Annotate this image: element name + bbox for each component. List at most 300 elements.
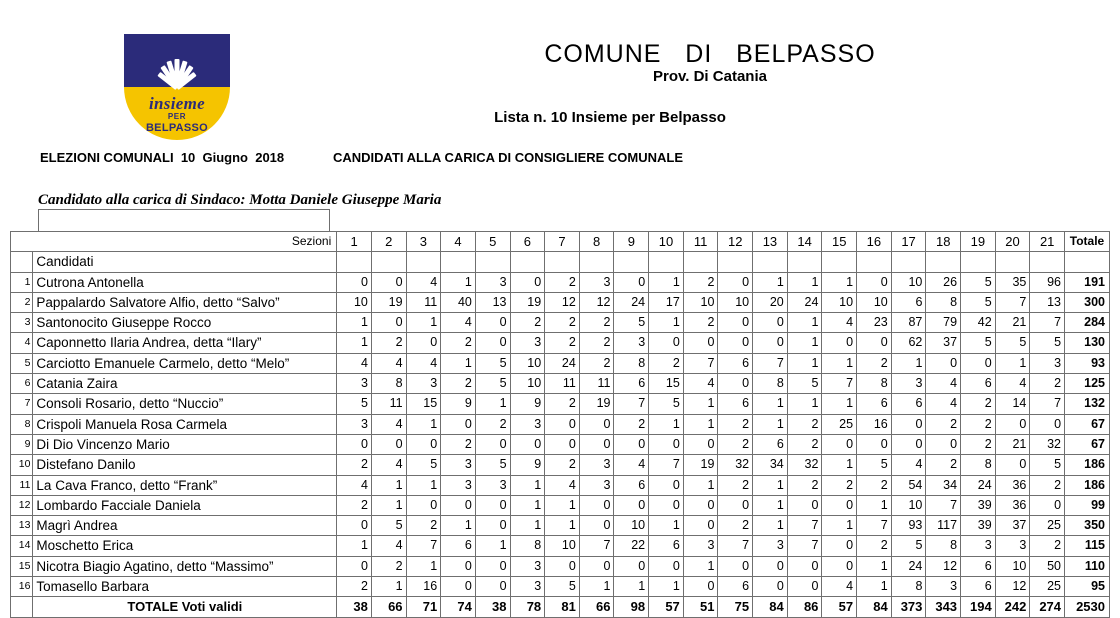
vote-cell: 24 bbox=[787, 292, 822, 312]
table-row[interactable] bbox=[11, 333, 1110, 353]
vote-cell: 8 bbox=[857, 374, 892, 394]
table-row[interactable] bbox=[11, 313, 1110, 333]
candidate-name: Magrì Andrea bbox=[33, 516, 337, 536]
vote-cell: 2 bbox=[649, 353, 684, 373]
vote-cell: 0 bbox=[787, 495, 822, 515]
vote-cell: 5 bbox=[995, 333, 1030, 353]
row-index: 4 bbox=[11, 333, 33, 353]
vote-cell: 0 bbox=[614, 495, 649, 515]
vote-cell: 17 bbox=[649, 292, 684, 312]
subtitle-lista: Lista n. 10 Insieme per Belpasso bbox=[494, 109, 726, 126]
vote-cell: 0 bbox=[891, 414, 926, 434]
vote-cell: 2 bbox=[961, 434, 996, 454]
vote-cell: 6 bbox=[614, 475, 649, 495]
vote-cell: 5 bbox=[1030, 455, 1065, 475]
table-row[interactable] bbox=[11, 272, 1110, 292]
vote-cell: 32 bbox=[718, 455, 753, 475]
vote-cell: 0 bbox=[579, 516, 614, 536]
vote-cell: 7 bbox=[614, 394, 649, 414]
header-totale: Totale bbox=[1065, 232, 1110, 252]
vote-cell: 25 bbox=[1030, 577, 1065, 597]
vote-cell: 2 bbox=[857, 475, 892, 495]
vote-cell: 24 bbox=[614, 292, 649, 312]
vote-cell: 24 bbox=[545, 353, 580, 373]
vote-cell: 0 bbox=[579, 556, 614, 576]
vote-cell: 10 bbox=[891, 272, 926, 292]
vote-cell: 2 bbox=[718, 516, 753, 536]
vote-cell: 3 bbox=[891, 374, 926, 394]
vote-cell: 6 bbox=[614, 374, 649, 394]
vote-cell: 2 bbox=[371, 333, 406, 353]
vote-cell: 8 bbox=[510, 536, 545, 556]
candidate-name: Carciotto Emanuele Carmelo, detto “Melo” bbox=[33, 353, 337, 373]
vote-cell: 11 bbox=[406, 292, 441, 312]
candidate-name: Lombardo Facciale Daniela bbox=[33, 495, 337, 515]
vote-cell: 3 bbox=[475, 272, 510, 292]
vote-cell: 0 bbox=[545, 434, 580, 454]
vote-cell: 0 bbox=[406, 434, 441, 454]
vote-cell: 4 bbox=[337, 353, 372, 373]
vote-cell: 2 bbox=[441, 434, 476, 454]
vote-cell: 62 bbox=[891, 333, 926, 353]
vote-cell: 0 bbox=[475, 556, 510, 576]
vote-cell: 13 bbox=[475, 292, 510, 312]
vote-cell: 24 bbox=[891, 556, 926, 576]
vote-cell: 11 bbox=[371, 394, 406, 414]
vote-cell: 5 bbox=[891, 536, 926, 556]
vote-cell: 7 bbox=[1030, 313, 1065, 333]
vote-cell: 54 bbox=[891, 475, 926, 495]
vote-cell: 26 bbox=[926, 272, 961, 292]
vote-cell: 0 bbox=[683, 516, 718, 536]
header-section-20: 20 bbox=[995, 232, 1030, 252]
vote-cell: 2 bbox=[926, 455, 961, 475]
vote-cell: 50 bbox=[1030, 556, 1065, 576]
vote-cell: 1 bbox=[683, 414, 718, 434]
table-row[interactable] bbox=[11, 516, 1110, 536]
header-sezioni-label: Sezioni bbox=[11, 232, 337, 252]
vote-cell: 2 bbox=[475, 414, 510, 434]
vote-cell: 0 bbox=[787, 577, 822, 597]
empty-cell bbox=[891, 252, 926, 272]
vote-cell: 0 bbox=[753, 333, 788, 353]
vote-cell: 1 bbox=[545, 495, 580, 515]
candidate-name: Catania Zaira bbox=[33, 374, 337, 394]
vote-cell: 5 bbox=[961, 292, 996, 312]
vote-cell: 2 bbox=[545, 455, 580, 475]
header-section-14: 14 bbox=[787, 232, 822, 252]
table-stub-box bbox=[38, 209, 330, 231]
vote-cell: 0 bbox=[614, 556, 649, 576]
section-total: 86 bbox=[787, 597, 822, 617]
vote-cell: 8 bbox=[753, 374, 788, 394]
vote-cell: 37 bbox=[926, 333, 961, 353]
vote-cell: 0 bbox=[406, 495, 441, 515]
row-total: 186 bbox=[1065, 455, 1110, 475]
vote-cell: 7 bbox=[857, 516, 892, 536]
vote-cell: 0 bbox=[337, 434, 372, 454]
vote-cell: 0 bbox=[649, 556, 684, 576]
vote-cell: 5 bbox=[961, 272, 996, 292]
row-total: 93 bbox=[1065, 353, 1110, 373]
candidati-label-row bbox=[11, 252, 1110, 272]
vote-cell: 2 bbox=[579, 333, 614, 353]
vote-cell: 9 bbox=[510, 455, 545, 475]
vote-cell: 16 bbox=[406, 577, 441, 597]
vote-cell: 1 bbox=[649, 313, 684, 333]
table-row[interactable] bbox=[11, 394, 1110, 414]
vote-cell: 1 bbox=[822, 394, 857, 414]
vote-cell: 7 bbox=[787, 516, 822, 536]
sun-rays-icon bbox=[124, 40, 230, 88]
vote-cell: 1 bbox=[891, 353, 926, 373]
row-total: 95 bbox=[1065, 577, 1110, 597]
table-header-row bbox=[11, 232, 1110, 252]
vote-cell: 0 bbox=[718, 272, 753, 292]
vote-cell: 0 bbox=[579, 414, 614, 434]
vote-cell: 3 bbox=[510, 577, 545, 597]
vote-cell: 0 bbox=[441, 495, 476, 515]
vote-cell: 1 bbox=[475, 536, 510, 556]
vote-cell: 4 bbox=[371, 353, 406, 373]
empty-cell bbox=[475, 252, 510, 272]
table-row[interactable] bbox=[11, 414, 1110, 434]
vote-cell: 4 bbox=[406, 272, 441, 292]
vote-cell: 4 bbox=[371, 536, 406, 556]
vote-cell: 0 bbox=[614, 434, 649, 454]
vote-cell: 0 bbox=[822, 333, 857, 353]
empty-cell bbox=[441, 252, 476, 272]
vote-cell: 3 bbox=[579, 455, 614, 475]
vote-cell: 4 bbox=[822, 313, 857, 333]
row-index: 16 bbox=[11, 577, 33, 597]
vote-cell: 3 bbox=[475, 475, 510, 495]
section-total: 98 bbox=[614, 597, 649, 617]
vote-cell: 0 bbox=[371, 313, 406, 333]
section-total: 373 bbox=[891, 597, 926, 617]
vote-cell: 1 bbox=[787, 353, 822, 373]
vote-cell: 3 bbox=[337, 414, 372, 434]
table-row[interactable] bbox=[11, 556, 1110, 576]
vote-cell: 6 bbox=[718, 353, 753, 373]
vote-cell: 0 bbox=[753, 556, 788, 576]
candidate-name: Cutrona Antonella bbox=[33, 272, 337, 292]
vote-cell: 35 bbox=[995, 272, 1030, 292]
vote-cell: 6 bbox=[961, 577, 996, 597]
vote-cell: 8 bbox=[891, 577, 926, 597]
empty-cell bbox=[371, 252, 406, 272]
vote-cell: 6 bbox=[718, 577, 753, 597]
vote-cell: 16 bbox=[857, 414, 892, 434]
candidate-name: La Cava Franco, detto “Frank” bbox=[33, 475, 337, 495]
vote-cell: 13 bbox=[1030, 292, 1065, 312]
vote-cell: 12 bbox=[545, 292, 580, 312]
row-index: 10 bbox=[11, 455, 33, 475]
table-row[interactable] bbox=[11, 475, 1110, 495]
vote-cell: 1 bbox=[545, 516, 580, 536]
vote-cell: 1 bbox=[753, 394, 788, 414]
vote-cell: 0 bbox=[753, 313, 788, 333]
empty-cell bbox=[1030, 252, 1065, 272]
vote-cell: 3 bbox=[753, 536, 788, 556]
vote-cell: 10 bbox=[995, 556, 1030, 576]
page-title-comune: COMUNE DI BELPASSO bbox=[544, 40, 876, 68]
vote-cell: 1 bbox=[441, 353, 476, 373]
empty-cell bbox=[614, 252, 649, 272]
section-total: 81 bbox=[545, 597, 580, 617]
vote-cell: 3 bbox=[683, 536, 718, 556]
vote-cell: 0 bbox=[822, 434, 857, 454]
vote-cell: 0 bbox=[683, 577, 718, 597]
vote-cell: 0 bbox=[441, 414, 476, 434]
vote-cell: 4 bbox=[441, 313, 476, 333]
vote-cell: 1 bbox=[649, 577, 684, 597]
header-section-6: 6 bbox=[510, 232, 545, 252]
vote-cell: 19 bbox=[579, 394, 614, 414]
vote-cell: 5 bbox=[1030, 333, 1065, 353]
row-total: 125 bbox=[1065, 374, 1110, 394]
header-section-2: 2 bbox=[371, 232, 406, 252]
vote-cell: 93 bbox=[891, 516, 926, 536]
vote-cell: 2 bbox=[683, 313, 718, 333]
vote-cell: 1 bbox=[337, 536, 372, 556]
vote-cell: 2 bbox=[787, 475, 822, 495]
vote-cell: 1 bbox=[406, 556, 441, 576]
vote-cell: 4 bbox=[371, 455, 406, 475]
grand-total: 2530 bbox=[1065, 597, 1110, 617]
vote-cell: 6 bbox=[718, 394, 753, 414]
vote-cell: 1 bbox=[475, 394, 510, 414]
vote-cell: 0 bbox=[926, 434, 961, 454]
vote-cell: 5 bbox=[337, 394, 372, 414]
vote-cell: 25 bbox=[822, 414, 857, 434]
candidate-name: Caponnetto Ilaria Andrea, detta “Ilary” bbox=[33, 333, 337, 353]
vote-cell: 0 bbox=[857, 333, 892, 353]
row-total: 191 bbox=[1065, 272, 1110, 292]
vote-cell: 5 bbox=[475, 353, 510, 373]
vote-cell: 2 bbox=[614, 414, 649, 434]
vote-cell: 7 bbox=[787, 536, 822, 556]
empty-cell bbox=[857, 252, 892, 272]
vote-cell: 0 bbox=[857, 434, 892, 454]
section-total: 274 bbox=[1030, 597, 1065, 617]
vote-cell: 4 bbox=[371, 414, 406, 434]
vote-cell: 2 bbox=[337, 495, 372, 515]
vote-cell: 0 bbox=[961, 353, 996, 373]
vote-cell: 10 bbox=[510, 353, 545, 373]
section-total: 75 bbox=[718, 597, 753, 617]
row-total: 99 bbox=[1065, 495, 1110, 515]
totals-row bbox=[11, 597, 1110, 617]
logo-text-per: PER bbox=[167, 112, 187, 121]
table-row[interactable] bbox=[11, 495, 1110, 515]
candidate-name: Nicotra Biagio Agatino, detto “Massimo” bbox=[33, 556, 337, 576]
vote-cell: 22 bbox=[614, 536, 649, 556]
vote-cell: 1 bbox=[649, 414, 684, 434]
vote-cell: 79 bbox=[926, 313, 961, 333]
vote-cell: 0 bbox=[857, 272, 892, 292]
vote-cell: 1 bbox=[822, 272, 857, 292]
vote-cell: 3 bbox=[406, 374, 441, 394]
vote-cell: 2 bbox=[718, 475, 753, 495]
vote-cell: 2 bbox=[545, 313, 580, 333]
empty-cell bbox=[718, 252, 753, 272]
candidati-label: Candidati bbox=[33, 252, 337, 272]
vote-cell: 1 bbox=[683, 556, 718, 576]
vote-cell: 3 bbox=[510, 333, 545, 353]
vote-cell: 1 bbox=[683, 475, 718, 495]
vote-cell: 0 bbox=[891, 434, 926, 454]
table-row[interactable] bbox=[11, 536, 1110, 556]
vote-cell: 23 bbox=[857, 313, 892, 333]
vote-cell: 6 bbox=[649, 536, 684, 556]
vote-cell: 8 bbox=[961, 455, 996, 475]
vote-cell: 0 bbox=[1030, 495, 1065, 515]
vote-cell: 4 bbox=[822, 577, 857, 597]
empty-cell bbox=[683, 252, 718, 272]
vote-cell: 8 bbox=[371, 374, 406, 394]
vote-cell: 0 bbox=[822, 556, 857, 576]
candidate-name: Tomasello Barbara bbox=[33, 577, 337, 597]
vote-cell: 10 bbox=[822, 292, 857, 312]
vote-cell: 0 bbox=[475, 495, 510, 515]
vote-cell: 1 bbox=[510, 516, 545, 536]
vote-cell: 0 bbox=[475, 333, 510, 353]
row-total: 284 bbox=[1065, 313, 1110, 333]
row-index: 8 bbox=[11, 414, 33, 434]
table-row[interactable] bbox=[11, 292, 1110, 312]
vote-cell: 4 bbox=[337, 475, 372, 495]
section-total: 57 bbox=[822, 597, 857, 617]
vote-cell: 1 bbox=[822, 455, 857, 475]
vote-cell: 2 bbox=[337, 577, 372, 597]
empty-cell bbox=[579, 252, 614, 272]
vote-cell: 3 bbox=[995, 536, 1030, 556]
vote-cell: 3 bbox=[579, 475, 614, 495]
logo-circle bbox=[124, 34, 230, 140]
vote-cell: 1 bbox=[649, 516, 684, 536]
vote-cell: 19 bbox=[510, 292, 545, 312]
vote-cell: 0 bbox=[441, 556, 476, 576]
vote-cell: 6 bbox=[753, 434, 788, 454]
vote-cell: 0 bbox=[371, 434, 406, 454]
vote-cell: 3 bbox=[441, 475, 476, 495]
section-total: 51 bbox=[683, 597, 718, 617]
vote-cell: 37 bbox=[995, 516, 1030, 536]
vote-cell: 1 bbox=[371, 475, 406, 495]
vote-cell: 10 bbox=[891, 495, 926, 515]
vote-cell: 6 bbox=[891, 292, 926, 312]
table-row[interactable] bbox=[11, 434, 1110, 454]
vote-cell: 19 bbox=[371, 292, 406, 312]
vote-cell: 5 bbox=[406, 455, 441, 475]
vote-cell: 1 bbox=[579, 577, 614, 597]
vote-cell: 1 bbox=[510, 495, 545, 515]
section-total: 242 bbox=[995, 597, 1030, 617]
vote-cell: 2 bbox=[406, 516, 441, 536]
vote-cell: 10 bbox=[545, 536, 580, 556]
table-row[interactable] bbox=[11, 374, 1110, 394]
section-total: 38 bbox=[337, 597, 372, 617]
table-row[interactable] bbox=[11, 577, 1110, 597]
label-elezioni-comunali: ELEZIONI COMUNALI 10 Giugno 2018 bbox=[40, 150, 285, 165]
empty-cell bbox=[649, 252, 684, 272]
vote-cell: 14 bbox=[995, 394, 1030, 414]
row-index: 14 bbox=[11, 536, 33, 556]
section-total: 74 bbox=[441, 597, 476, 617]
vote-cell: 5 bbox=[475, 455, 510, 475]
vote-cell: 34 bbox=[926, 475, 961, 495]
table-row[interactable] bbox=[11, 353, 1110, 373]
vote-cell: 21 bbox=[995, 313, 1030, 333]
vote-cell: 2 bbox=[1030, 475, 1065, 495]
vote-cell: 1 bbox=[406, 475, 441, 495]
vote-cell: 4 bbox=[683, 374, 718, 394]
vote-cell: 2 bbox=[510, 313, 545, 333]
vote-cell: 5 bbox=[371, 516, 406, 536]
header-section-3: 3 bbox=[406, 232, 441, 252]
vote-cell: 1 bbox=[787, 333, 822, 353]
vote-cell: 0 bbox=[683, 434, 718, 454]
results-table bbox=[10, 231, 1110, 618]
vote-cell: 1 bbox=[787, 272, 822, 292]
vote-cell: 1 bbox=[857, 577, 892, 597]
vote-cell: 2 bbox=[857, 353, 892, 373]
section-total: 84 bbox=[753, 597, 788, 617]
vote-cell: 0 bbox=[995, 455, 1030, 475]
vote-cell: 10 bbox=[683, 292, 718, 312]
vote-cell: 0 bbox=[579, 434, 614, 454]
vote-cell: 15 bbox=[649, 374, 684, 394]
vote-cell: 2 bbox=[718, 414, 753, 434]
vote-cell: 1 bbox=[337, 313, 372, 333]
vote-cell: 4 bbox=[891, 455, 926, 475]
vote-cell: 1 bbox=[337, 333, 372, 353]
row-index: 11 bbox=[11, 475, 33, 495]
vote-cell: 2 bbox=[441, 374, 476, 394]
table-row[interactable] bbox=[11, 455, 1110, 475]
vote-cell: 7 bbox=[579, 536, 614, 556]
vote-cell: 6 bbox=[961, 374, 996, 394]
vote-cell: 32 bbox=[1030, 434, 1065, 454]
vote-cell: 6 bbox=[441, 536, 476, 556]
subtitle-provincia: Prov. Di Catania bbox=[653, 68, 767, 85]
header-section-19: 19 bbox=[961, 232, 996, 252]
row-index: 15 bbox=[11, 556, 33, 576]
vote-cell: 1 bbox=[406, 313, 441, 333]
vote-cell: 39 bbox=[961, 516, 996, 536]
vote-cell: 5 bbox=[545, 577, 580, 597]
header-section-5: 5 bbox=[475, 232, 510, 252]
section-total: 84 bbox=[857, 597, 892, 617]
row-index: 9 bbox=[11, 434, 33, 454]
row-total: 67 bbox=[1065, 414, 1110, 434]
vote-cell: 2 bbox=[926, 414, 961, 434]
vote-cell: 0 bbox=[337, 556, 372, 576]
vote-cell: 3 bbox=[614, 333, 649, 353]
vote-cell: 0 bbox=[545, 414, 580, 434]
candidate-name: Distefano Danilo bbox=[33, 455, 337, 475]
vote-cell: 5 bbox=[857, 455, 892, 475]
vote-cell: 0 bbox=[822, 495, 857, 515]
totals-row-index-blank bbox=[11, 597, 33, 617]
vote-cell: 7 bbox=[406, 536, 441, 556]
vote-cell: 11 bbox=[579, 374, 614, 394]
vote-cell: 1 bbox=[683, 394, 718, 414]
vote-cell: 0 bbox=[683, 495, 718, 515]
totals-row-label: TOTALE Voti validi bbox=[33, 597, 337, 617]
row-index: 2 bbox=[11, 292, 33, 312]
